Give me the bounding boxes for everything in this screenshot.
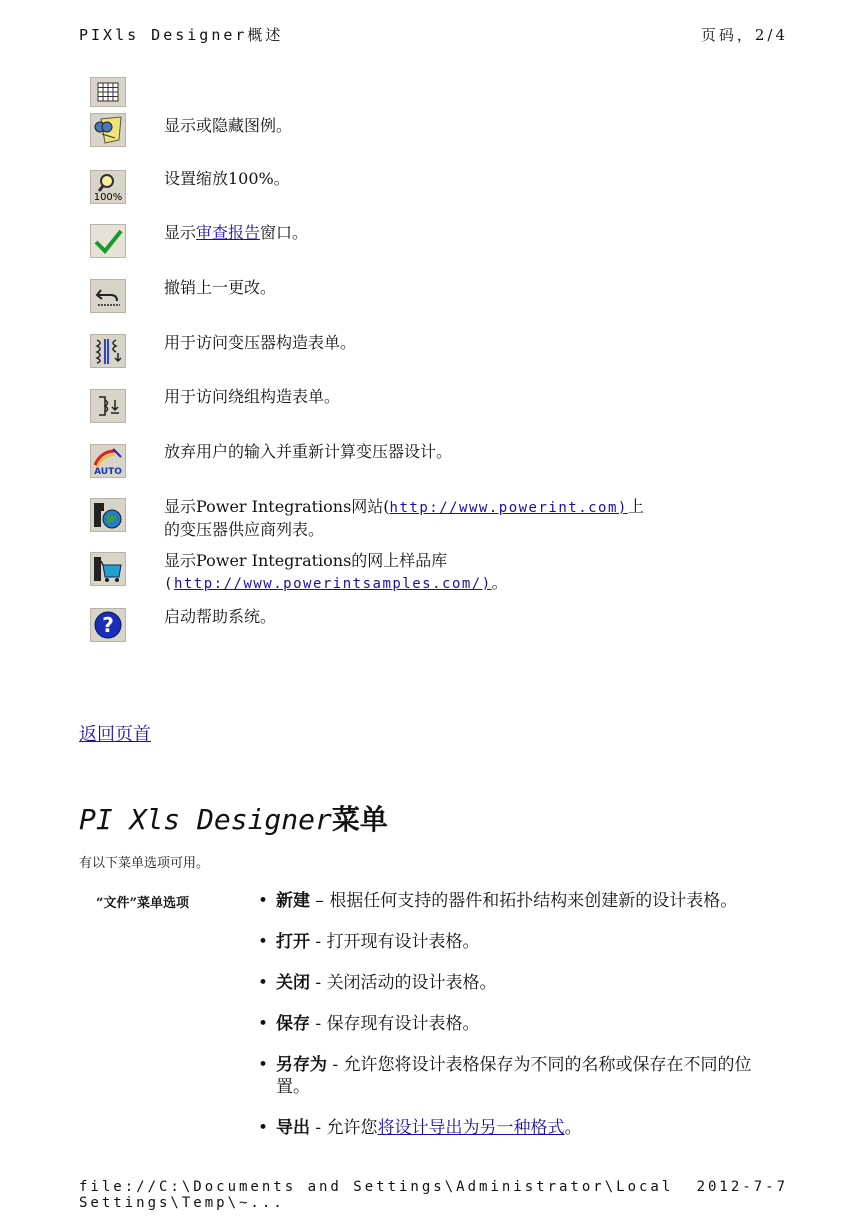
winding-form-icon — [90, 389, 126, 423]
menu-title-latin: PI Xls Designer — [79, 803, 332, 836]
auto-recalc-description: 放弃用户的输入并重新计算变压器设计。 — [164, 442, 453, 461]
menu-item-sep: - — [327, 1055, 344, 1075]
powerint-link[interactable]: http://www.powerint.com) — [389, 500, 628, 516]
menu-item-sep: – — [310, 891, 330, 911]
menu-item-name: 保存 — [276, 1014, 310, 1034]
list-item — [258, 1054, 778, 1098]
samples-open-paren: ( — [164, 576, 174, 592]
menu-item-name: 打开 — [276, 932, 310, 952]
menu-item-desc: 根据任何支持的器件和拓扑结构来创建新的设计表格。 — [329, 891, 738, 911]
help-icon-label: ? — [102, 613, 114, 637]
menu-item-name: 另存为 — [276, 1055, 327, 1075]
menu-item-sep: - — [310, 932, 327, 952]
menu-item-sep: - — [310, 973, 327, 993]
export-format-link[interactable]: 将设计导出为另一种格式 — [377, 1118, 565, 1138]
list-item — [258, 890, 778, 912]
menu-intro: 有以下菜单选项可用。 — [79, 856, 210, 871]
legend-icon — [90, 113, 126, 147]
menu-title-cn: 菜单 — [331, 803, 388, 836]
page-number: 页码，2/4 — [700, 26, 788, 44]
file-menu-label: “文件”菜单选项 — [96, 896, 189, 911]
menu-item-name: 新建 — [276, 891, 310, 911]
powerint-description — [164, 496, 644, 541]
zoom-100-icon — [90, 170, 126, 204]
menu-item-desc-pre: 允许您 — [326, 1118, 378, 1138]
help-description: 启动帮助系统。 — [164, 607, 277, 626]
zoom-description: 设置缩放100%。 — [164, 169, 290, 188]
zoom-100-icon-label: 100% — [93, 192, 123, 203]
list-item — [258, 1117, 778, 1139]
list-item — [258, 931, 778, 953]
menu-item-name: 关闭 — [276, 973, 310, 993]
footer-path: file://C:\Documents and Settings\Administrator\Local Settings\Temp\~... — [79, 1179, 674, 1211]
menu-item-desc: 关闭活动的设计表格。 — [326, 973, 497, 993]
legend-description: 显示或隐藏图例。 — [164, 116, 293, 135]
menu-item-name: 导出 — [276, 1118, 310, 1138]
file-menu-list — [258, 890, 778, 1158]
page-header-title: PIXls Designer概述 — [79, 26, 284, 44]
samples-description — [164, 550, 508, 595]
powerint-pre: 显示Power Integrations网站( — [164, 497, 390, 516]
samples-line1: 显示Power Integrations的网上样品库 — [164, 551, 448, 570]
menu-item-desc: 打开现有设计表格。 — [326, 932, 480, 952]
sample-library-icon — [90, 552, 126, 586]
help-icon — [90, 608, 126, 642]
checkmark-icon — [90, 224, 126, 258]
review-report-description — [164, 222, 308, 244]
review-report-post: 窗口。 — [260, 223, 309, 242]
undo-icon — [90, 279, 126, 313]
review-report-pre: 显示 — [164, 223, 197, 242]
auto-icon-label: AUTO — [94, 467, 122, 477]
list-item — [258, 1013, 778, 1035]
list-item — [258, 972, 778, 994]
menu-item-sep: - — [310, 1118, 327, 1138]
powerint-post: 上 — [627, 497, 644, 516]
menu-item-desc: 允许您将设计表格保存为不同的名称或保存在不同的位置。 — [276, 1055, 752, 1097]
transformer-form-description: 用于访问变压器构造表单。 — [164, 333, 357, 352]
footer-date: 2012-7-7 — [696, 1179, 788, 1195]
auto-recalc-icon — [90, 444, 126, 478]
winding-form-description: 用于访问绕组构造表单。 — [164, 387, 341, 406]
transformer-form-icon — [90, 334, 126, 368]
back-to-top-link[interactable]: 返回页首 — [79, 724, 151, 745]
samples-link[interactable]: http://www.powerintsamples.com/) — [173, 576, 492, 592]
globe-supplier-icon — [90, 498, 126, 532]
powerint-line2: 的变压器供应商列表。 — [164, 520, 325, 539]
grid-icon — [90, 77, 126, 107]
review-report-link[interactable]: 审查报告 — [196, 223, 261, 242]
menu-item-desc-post: 。 — [564, 1118, 582, 1138]
menu-section-title — [79, 798, 388, 838]
samples-post: 。 — [491, 573, 508, 592]
undo-description: 撤销上一更改。 — [164, 278, 277, 297]
menu-item-sep: - — [310, 1014, 327, 1034]
menu-item-desc: 保存现有设计表格。 — [326, 1014, 480, 1034]
